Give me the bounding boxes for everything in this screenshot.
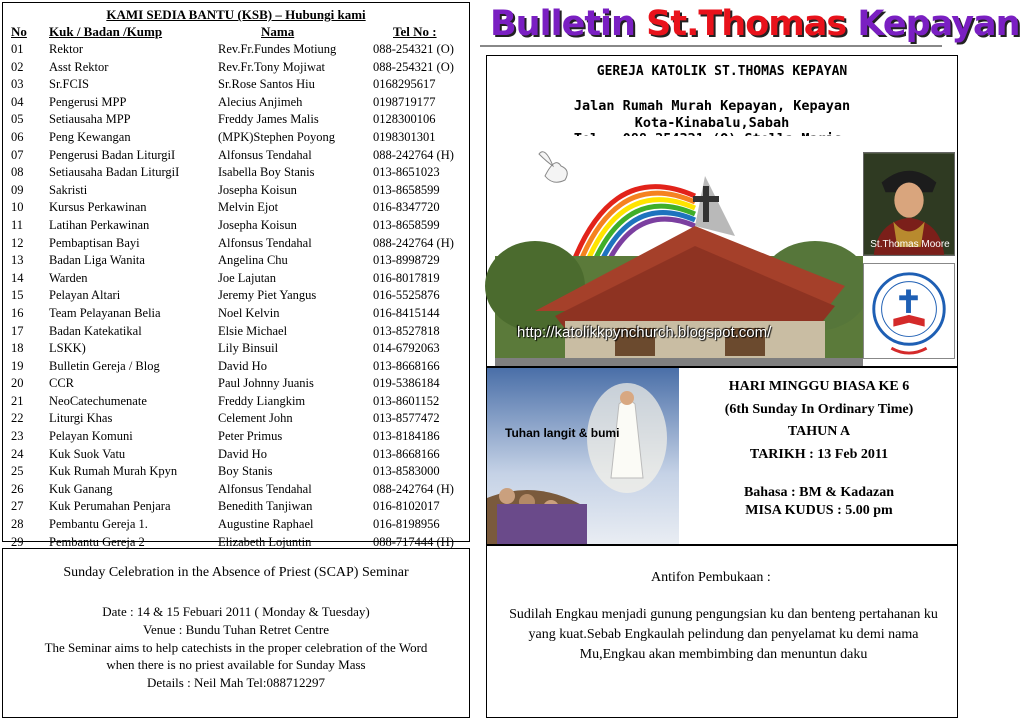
address-line-1: Jalan Rumah Murah Kepayan, Kepayan <box>573 98 851 114</box>
row-unit: Pelayan Altari <box>49 288 121 303</box>
row-number: 09 <box>11 182 24 197</box>
table-row <box>3 393 469 411</box>
table-row <box>3 410 469 428</box>
row-unit: LSKK) <box>49 341 86 356</box>
row-unit: Pengerusi MPP <box>49 94 127 109</box>
row-unit: Peng Kewangan <box>49 129 131 144</box>
row-phone: 013-8583000 <box>373 464 440 479</box>
table-row <box>3 252 469 270</box>
jesus-illustration <box>487 368 679 544</box>
row-phone: 0198301301 <box>373 129 436 144</box>
row-unit: Kuk Perumahan Penjara <box>49 499 171 514</box>
scap-date: Date : 14 & 15 Febuari 2011 ( Monday & Tuesday) <box>102 604 370 619</box>
table-row <box>3 358 469 376</box>
row-phone: 0198719177 <box>373 94 436 109</box>
mass-date: TARIKH : 13 Feb 2011 <box>749 446 889 462</box>
title-word-bulletin: Bulletin <box>490 4 635 44</box>
row-name: Augustine Raphael <box>218 517 314 532</box>
mass-time: MISA KUDUS : 5.00 pm <box>745 503 893 518</box>
row-name: Boy Stanis <box>218 464 273 479</box>
row-phone: 013-8184186 <box>373 429 440 444</box>
scap-body <box>3 603 469 692</box>
row-unit: Kuk Rumah Murah Kpyn <box>49 464 178 479</box>
antifon-title: Antifon Pembukaan : <box>651 570 771 585</box>
row-number: 25 <box>11 464 24 479</box>
bulletin-title <box>490 2 1020 46</box>
scap-details: Details : Neil Mah Tel:088712297 <box>147 675 325 691</box>
mass-language: Bahasa : BM & Kadazan <box>743 485 895 500</box>
title-word-kepayan: Kepayan <box>857 4 1020 44</box>
row-phone: 013-8651023 <box>373 165 440 180</box>
row-name: Joe Lajutan <box>218 270 276 285</box>
row-number: 07 <box>11 147 24 162</box>
title-word-stthomas: St.Thomas <box>646 4 847 44</box>
scap-title: Sunday Celebration in the Absence of Priest (SCAP) Seminar <box>63 565 409 580</box>
row-name: Josepha Koisun <box>218 182 297 197</box>
row-number: 29 <box>11 534 24 549</box>
table-row <box>3 340 469 358</box>
mass-info-panel <box>486 367 958 545</box>
row-name: Isabella Boy Stanis <box>218 165 315 180</box>
header-nama: Nama <box>261 24 295 39</box>
row-phone: 016-8017819 <box>373 270 440 285</box>
row-phone: 088-254321 (O) <box>373 59 454 74</box>
row-name: Noel Kelvin <box>218 305 280 320</box>
row-number: 14 <box>11 270 24 285</box>
row-number: 26 <box>11 481 24 496</box>
row-phone: 016-8198956 <box>373 517 440 532</box>
header-tel: Tel No : <box>393 24 437 39</box>
image-caption: Tuhan langit & bumi <box>505 426 620 440</box>
table-row <box>3 129 469 147</box>
row-unit: Warden <box>49 270 88 285</box>
row-name: Josepha Koisun <box>218 217 297 232</box>
row-name: Sr.Rose Santos Hiu <box>218 77 315 92</box>
row-unit: CCR <box>49 376 75 391</box>
row-phone: 016-8415144 <box>373 305 440 320</box>
row-phone: 016-8347720 <box>373 200 440 215</box>
row-unit: Pembantu Gereja 2 <box>49 534 145 549</box>
row-phone: 088-254321 (O) <box>373 42 454 56</box>
row-unit: Rektor <box>49 42 84 56</box>
ksb-panel <box>2 2 470 549</box>
row-unit: NeoCatechumenate <box>49 393 147 408</box>
row-name: David Ho <box>218 446 267 461</box>
row-name: (MPK)Stephen Poyong <box>218 129 336 144</box>
row-unit: Asst Rektor <box>49 59 109 74</box>
row-phone: 019-5386184 <box>373 376 440 391</box>
row-phone: 0168295617 <box>373 77 436 92</box>
table-row <box>3 76 469 94</box>
header-kuk: Kuk / Badan /Kump <box>49 24 163 39</box>
row-unit: Pembaptisan Bayi <box>49 235 140 250</box>
row-number: 18 <box>11 341 24 356</box>
row-name: David Ho <box>218 358 267 373</box>
row-number: 01 <box>11 42 24 56</box>
antifon-text: Sudilah Engkau menjadi gunung pengungsian ku dan benteng pertahanan ku yang kuat.Sebab Engkaulah pelindung dan penyelamat ku demi nama Mu,Engkau akan membimbing dan menuntun daku <box>509 607 938 662</box>
scap-panel <box>2 548 470 718</box>
table-row <box>3 287 469 305</box>
mass-details <box>679 376 959 520</box>
row-phone: 013-8601152 <box>373 393 440 408</box>
table-row <box>3 217 469 235</box>
antifon-panel <box>486 545 958 718</box>
row-unit: Sakristi <box>49 182 88 197</box>
row-phone: 088-242764 (H) <box>373 147 454 162</box>
row-unit: Kuk Suok Vatu <box>49 446 126 461</box>
blog-url-link[interactable]: http://katolikkpynchurch.blogspot.com/ <box>517 324 772 341</box>
row-number: 27 <box>11 499 24 514</box>
table-row <box>3 498 469 516</box>
row-unit: Setiausaha MPP <box>49 112 131 127</box>
row-unit: Sr.FCIS <box>49 77 89 92</box>
row-name: Melvin Ejot <box>218 200 279 215</box>
row-number: 05 <box>11 112 24 127</box>
row-number: 03 <box>11 77 24 92</box>
parish-logo <box>863 263 955 359</box>
table-row <box>3 59 469 77</box>
table-row <box>3 111 469 129</box>
table-row <box>3 199 469 217</box>
row-phone: 088-242764 (H) <box>373 235 454 250</box>
row-name: Freddy Liangkim <box>218 393 306 408</box>
row-name: Peter Primus <box>218 429 283 444</box>
row-unit: Pengerusi Badan LiturgiI <box>49 147 176 162</box>
row-phone: 013-8577472 <box>373 411 440 426</box>
row-number: 02 <box>11 59 24 74</box>
row-phone: 013-8668166 <box>373 446 440 461</box>
row-unit: Latihan Perkawinan <box>49 217 150 232</box>
row-name: Alfonsus Tendahal <box>218 481 312 496</box>
row-name: Alfonsus Tendahal <box>218 235 312 250</box>
ksb-title: KAMI SEDIA BANTU (KSB) – Hubungi kami <box>106 7 366 22</box>
row-name: Benedith Tanjiwan <box>218 499 313 514</box>
row-phone: 013-8527818 <box>373 323 440 338</box>
row-name: Rev.Fr.Tony Mojiwat <box>218 59 325 74</box>
row-name: Freddy James Malis <box>218 112 319 127</box>
title-divider <box>480 45 942 47</box>
header-no: No <box>11 24 27 39</box>
scap-desc-1: The Seminar aims to help catechists in the proper celebration of the Word <box>44 639 428 655</box>
table-row <box>3 94 469 112</box>
row-name: Paul Johnny Juanis <box>218 376 314 391</box>
row-unit: Kuk Ganang <box>49 481 113 496</box>
parish-name: GEREJA KATOLIK ST.THOMAS KEPAYAN <box>596 64 848 79</box>
row-number: 22 <box>11 411 24 426</box>
row-number: 11 <box>11 217 24 232</box>
table-row <box>3 323 469 341</box>
table-row <box>3 481 469 499</box>
row-number: 21 <box>11 393 24 408</box>
row-unit: Bulletin Gereja / Blog <box>49 358 160 373</box>
row-number: 08 <box>11 165 24 180</box>
portrait-caption: St.Thomas Moore <box>870 239 950 250</box>
row-name: Elsie Michael <box>218 323 288 338</box>
row-number: 15 <box>11 288 24 303</box>
row-name: Angelina Chu <box>218 253 288 268</box>
row-number: 06 <box>11 129 24 144</box>
row-phone: 016-5525876 <box>373 288 440 303</box>
row-number: 17 <box>11 323 24 338</box>
row-unit: Team Pelayanan Belia <box>49 305 161 320</box>
table-row <box>3 235 469 253</box>
row-unit: Pembantu Gereja 1. <box>49 517 148 532</box>
row-number: 04 <box>11 94 24 109</box>
row-name: Lily Binsuil <box>218 341 279 356</box>
row-unit: Badan Katekatikal <box>49 323 142 338</box>
row-phone: 013-8998729 <box>373 253 440 268</box>
row-phone: 088-242764 (H) <box>373 481 454 496</box>
row-name: Celement John <box>218 411 293 426</box>
liturgical-year: TAHUN A <box>787 424 851 439</box>
row-phone: 088-717444 (H) <box>373 534 454 549</box>
table-row <box>3 182 469 200</box>
row-name: Jeremy Piet Yangus <box>218 288 317 303</box>
scap-desc-2: when there is no priest available for Sunday Mass <box>106 657 366 673</box>
row-unit: Badan Liga Wanita <box>49 253 145 268</box>
row-number: 13 <box>11 253 24 268</box>
row-name: Rev.Fr.Fundes Motiung <box>218 42 337 56</box>
row-phone: 013-8668166 <box>373 358 440 373</box>
row-name: Elizabeth Lojuntin <box>218 534 312 549</box>
row-number: 10 <box>11 200 24 215</box>
row-name: Alfonsus Tendahal <box>218 147 312 162</box>
row-number: 16 <box>11 305 24 320</box>
table-row <box>3 147 469 165</box>
table-row <box>3 41 469 59</box>
row-number: 20 <box>11 376 24 391</box>
table-row <box>3 305 469 323</box>
table-row <box>3 516 469 534</box>
address-line-2: Kota-Kinabalu,Sabah <box>634 114 790 131</box>
table-row <box>3 270 469 288</box>
table-row <box>3 463 469 481</box>
row-number: 19 <box>11 358 24 373</box>
table-row <box>3 428 469 446</box>
scap-venue: Venue : Bundu Tuhan Retret Centre <box>143 621 329 637</box>
sunday-subtitle: (6th Sunday In Ordinary Time) <box>724 401 914 417</box>
sunday-title: HARI MINGGU BIASA KE 6 <box>728 379 910 394</box>
table-row <box>3 164 469 182</box>
parish-panel <box>486 55 958 367</box>
row-phone: 013-8658599 <box>373 182 440 197</box>
row-phone: 016-8102017 <box>373 499 440 514</box>
row-number: 12 <box>11 235 24 250</box>
row-phone: 0128300106 <box>373 112 436 127</box>
row-unit: Liturgi Khas <box>49 411 113 426</box>
row-name: Alecius Anjimeh <box>218 94 303 109</box>
row-unit: Kursus Perkawinan <box>49 200 147 215</box>
row-number: 23 <box>11 429 24 444</box>
row-unit: Setiausaha Badan LiturgiI <box>49 165 180 180</box>
row-unit: Pelayan Komuni <box>49 429 133 444</box>
table-row <box>3 375 469 393</box>
row-phone: 014-6792063 <box>373 341 440 356</box>
row-number: 24 <box>11 446 24 461</box>
row-phone: 013-8658599 <box>373 217 440 232</box>
row-number: 28 <box>11 517 24 532</box>
contact-table <box>3 41 469 551</box>
table-row <box>3 446 469 464</box>
